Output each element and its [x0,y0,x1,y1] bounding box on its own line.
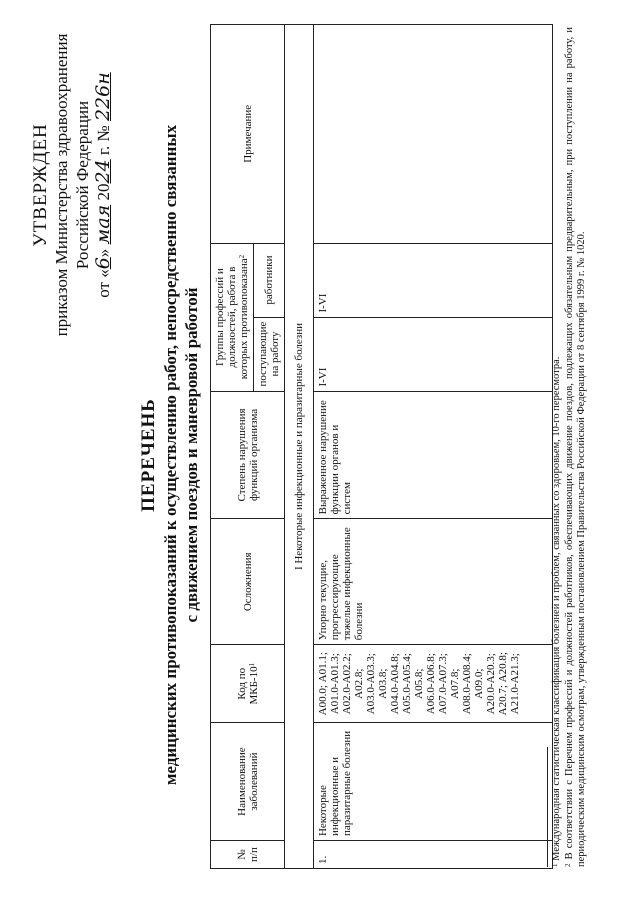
code-line: А06.0-А06.8; [425,653,437,715]
row-entering: I-VI [314,317,553,391]
header-degree: Степень нарушения функций организма [211,391,285,519]
row-note [314,25,553,244]
header-code: Код по МКБ-$10^1$ [211,645,285,723]
date-mid: » [94,248,113,258]
approval-heading: УТВЕРЖДЕН [30,123,51,247]
code-line: А07.0-А07.3; [437,653,449,715]
approval-line-2: Российской Федерации [73,100,92,270]
section-title: I Некоторые инфекционные и паразитарные болезни [285,25,314,869]
header-note: Примечание [211,25,285,244]
code-line: А02.0-А02.2; [341,653,353,715]
footnote-1: $^1$ Международная статистическая классификация болезней и проблем, связанных со здоровьем, 10-го пересмотра. [551,356,562,867]
approval-stamp [30,25,114,345]
code-line: А00.0; А01.1; [317,652,329,716]
header-complications: Осложнения [211,519,285,645]
header-num: № п/п [211,841,285,869]
header-groups: Группы профессий и должностей, работа в которых противопоказана$^2$ [211,243,254,391]
handwritten-order-number: 226н [92,72,114,122]
footnote-2: $^2$ В соответствии с Перечнем профессий и должностей работников, обеспечивающих движение поездов, подлежащих обязательным предварительным, при поступлении на работу, и периодическим медицинским осмотрам, утвержденным постановлением Правительства Российской Федерации от 8 сентября 1999 г. № 1020. [563,27,587,867]
row-codes [314,645,553,723]
code-line: А20.7; А20.8; [497,652,509,716]
row-num: 1. [314,841,553,869]
title-line-2: с движением поездов и маневровой работой [182,287,201,623]
row-workers: I-VI [314,243,553,317]
code-line: А08.0-А08.4; [461,653,473,715]
footnotes [547,27,589,867]
date-prefix: от « [94,269,113,298]
approval-line-1: приказом Министерства здравоохранения [52,33,71,337]
header-groups-workers: работники [254,243,285,317]
code-line: А03.0-А03.3; [365,653,377,715]
handwritten-day: 6 [92,257,114,270]
row-disease: Некоторые инфекционные и паразитарные болезни [314,723,553,841]
handwritten-month: мая [92,204,114,245]
table-row [314,25,553,869]
row-complications: Упорно текущие, прогрессирующие тяжелые инфекционные болезни [314,519,553,645]
document-title [138,75,202,835]
approval-date-line [93,25,114,345]
code-line: А20.0-А20.3; [485,653,497,715]
code-line: А05.8; [413,668,425,699]
code-line: А03.8; [377,668,389,699]
code-line: А09.0; [473,668,485,699]
row-degree: Выраженное нарушение функции органов и систем [314,391,553,519]
number-label: г. № [94,125,113,156]
section-row [285,25,314,869]
header-disease: Наименование заболеваний [211,723,285,841]
year-prefix: 20 [94,183,113,201]
code-line: А02.8; [353,668,365,699]
footnote-divider [547,747,548,867]
code-line: А04.0-А04.8; [389,653,401,715]
table-header-row [211,25,254,869]
code-line: А01.0-А01.3; [329,653,341,715]
code-line: А21.0-А21.3; [509,653,521,715]
title-line-1: медицинских противопоказаний к осуществлению работ, непосредственно связанных [161,124,180,786]
handwritten-year: 24 [92,159,114,184]
header-groups-entering: поступающие на работу [254,317,285,391]
code-line: А05.0-А05.4; [401,653,413,715]
title-main: ПЕРЕЧЕНЬ [138,398,159,512]
contraindications-table [210,24,553,869]
code-line: А07.8; [449,668,461,699]
